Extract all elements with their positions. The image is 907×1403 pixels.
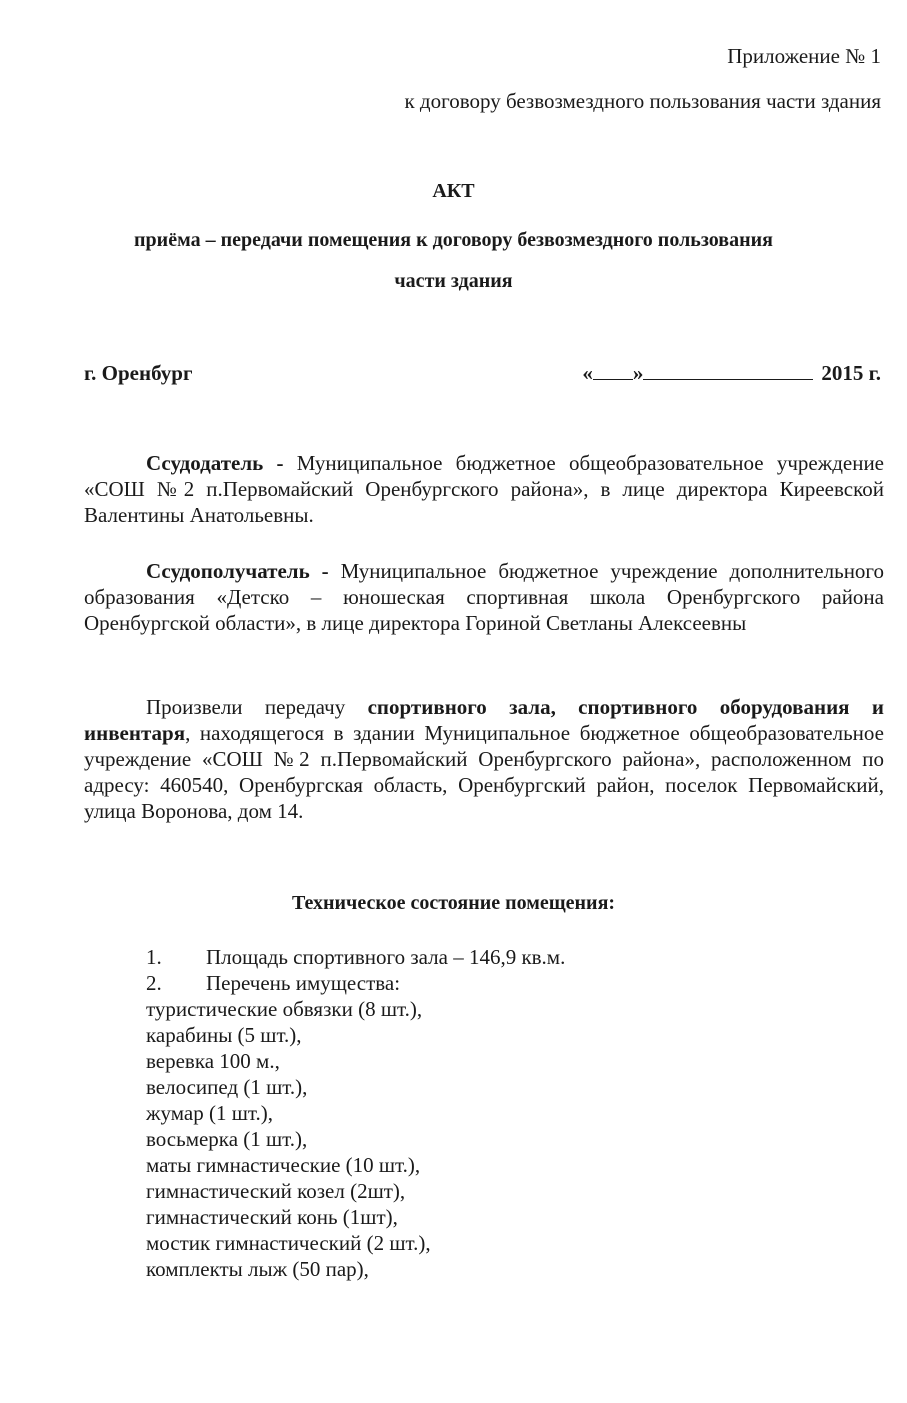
date-field bbox=[582, 361, 881, 386]
act-title: АКТ bbox=[432, 180, 475, 202]
lender-label: Ссудодатель - bbox=[146, 451, 284, 475]
transfer-paragraph bbox=[84, 694, 884, 824]
date-close-quote: » bbox=[632, 361, 644, 385]
borrower-paragraph bbox=[84, 558, 884, 636]
inventory-item: карабины (5 шт.), bbox=[146, 1023, 302, 1047]
list-item: 2. Перечень имущества: bbox=[146, 971, 401, 995]
borrower-text: Муниципальное бюджетное учреждение дополнительного образования «Детско – юношеская спортивная школа Оренбургского района Оренбургской области», в лице директора Гориной Светланы Алексеевны bbox=[84, 559, 885, 635]
borrower-label: Ссудополучатель - bbox=[146, 559, 329, 583]
lender-text: Муниципальное бюджетное общеобразовательное учреждение «СОШ №2 п.Первомайский Оренбургского района», в лице директора Киреевской Валентины Анатольевны. bbox=[84, 451, 885, 527]
date-year: 2015 г. bbox=[821, 361, 881, 385]
transfer-lead: Произвели передачу bbox=[146, 695, 346, 719]
technical-list bbox=[146, 944, 565, 996]
inventory-item: восьмерка (1 шт.), bbox=[146, 1127, 308, 1151]
annex-number: Приложение № 1 bbox=[727, 44, 881, 68]
inventory-list bbox=[146, 996, 431, 1282]
act-subtitle-line2: части здания bbox=[394, 270, 513, 292]
inventory-item: велосипед (1 шт.), bbox=[146, 1075, 308, 1099]
inventory-item: мостик гимнастический (2 шт.), bbox=[146, 1231, 431, 1255]
inventory-item: маты гимнастические (10 шт.), bbox=[146, 1153, 421, 1177]
day-blank bbox=[593, 361, 633, 380]
inventory-item: гимнастический конь (1шт), bbox=[146, 1205, 398, 1229]
month-blank bbox=[643, 361, 813, 380]
lender-paragraph bbox=[84, 450, 884, 528]
inventory-item: комплекты лыж (50 пар), bbox=[146, 1257, 369, 1281]
technical-heading: Техническое состояние помещения: bbox=[291, 892, 616, 914]
inventory-item: жумар (1 шт.), bbox=[146, 1101, 273, 1125]
transfer-rest: , находящегося в здании Муниципальное бюджетное общеобразовательное учреждение «СОШ №2 п.Первомайский Оренбургского района», расположенном по адресу: 460540, Оренбургская область, Оренбургский район, поселок Первомайский, улица Воронова, дом 14. bbox=[84, 721, 884, 823]
transfer-bold: спортивного зала, спортивного оборудования и инвентаря bbox=[84, 695, 885, 745]
act-subtitle-line1: приёма – передачи помещения к договору безвозмездного пользования bbox=[134, 229, 773, 251]
city: г. Оренбург bbox=[84, 361, 193, 385]
date-open-quote: « bbox=[582, 361, 593, 385]
annex-subtitle: к договору безвозмездного пользования части здания bbox=[404, 89, 881, 113]
inventory-item: веревка 100 м., bbox=[146, 1049, 280, 1073]
inventory-item: туристические обвязки (8 шт.), bbox=[146, 997, 423, 1021]
inventory-item: гимнастический козел (2шт), bbox=[146, 1179, 406, 1203]
list-item: 1. Площадь спортивного зала – 146,9 кв.м. bbox=[146, 945, 566, 969]
